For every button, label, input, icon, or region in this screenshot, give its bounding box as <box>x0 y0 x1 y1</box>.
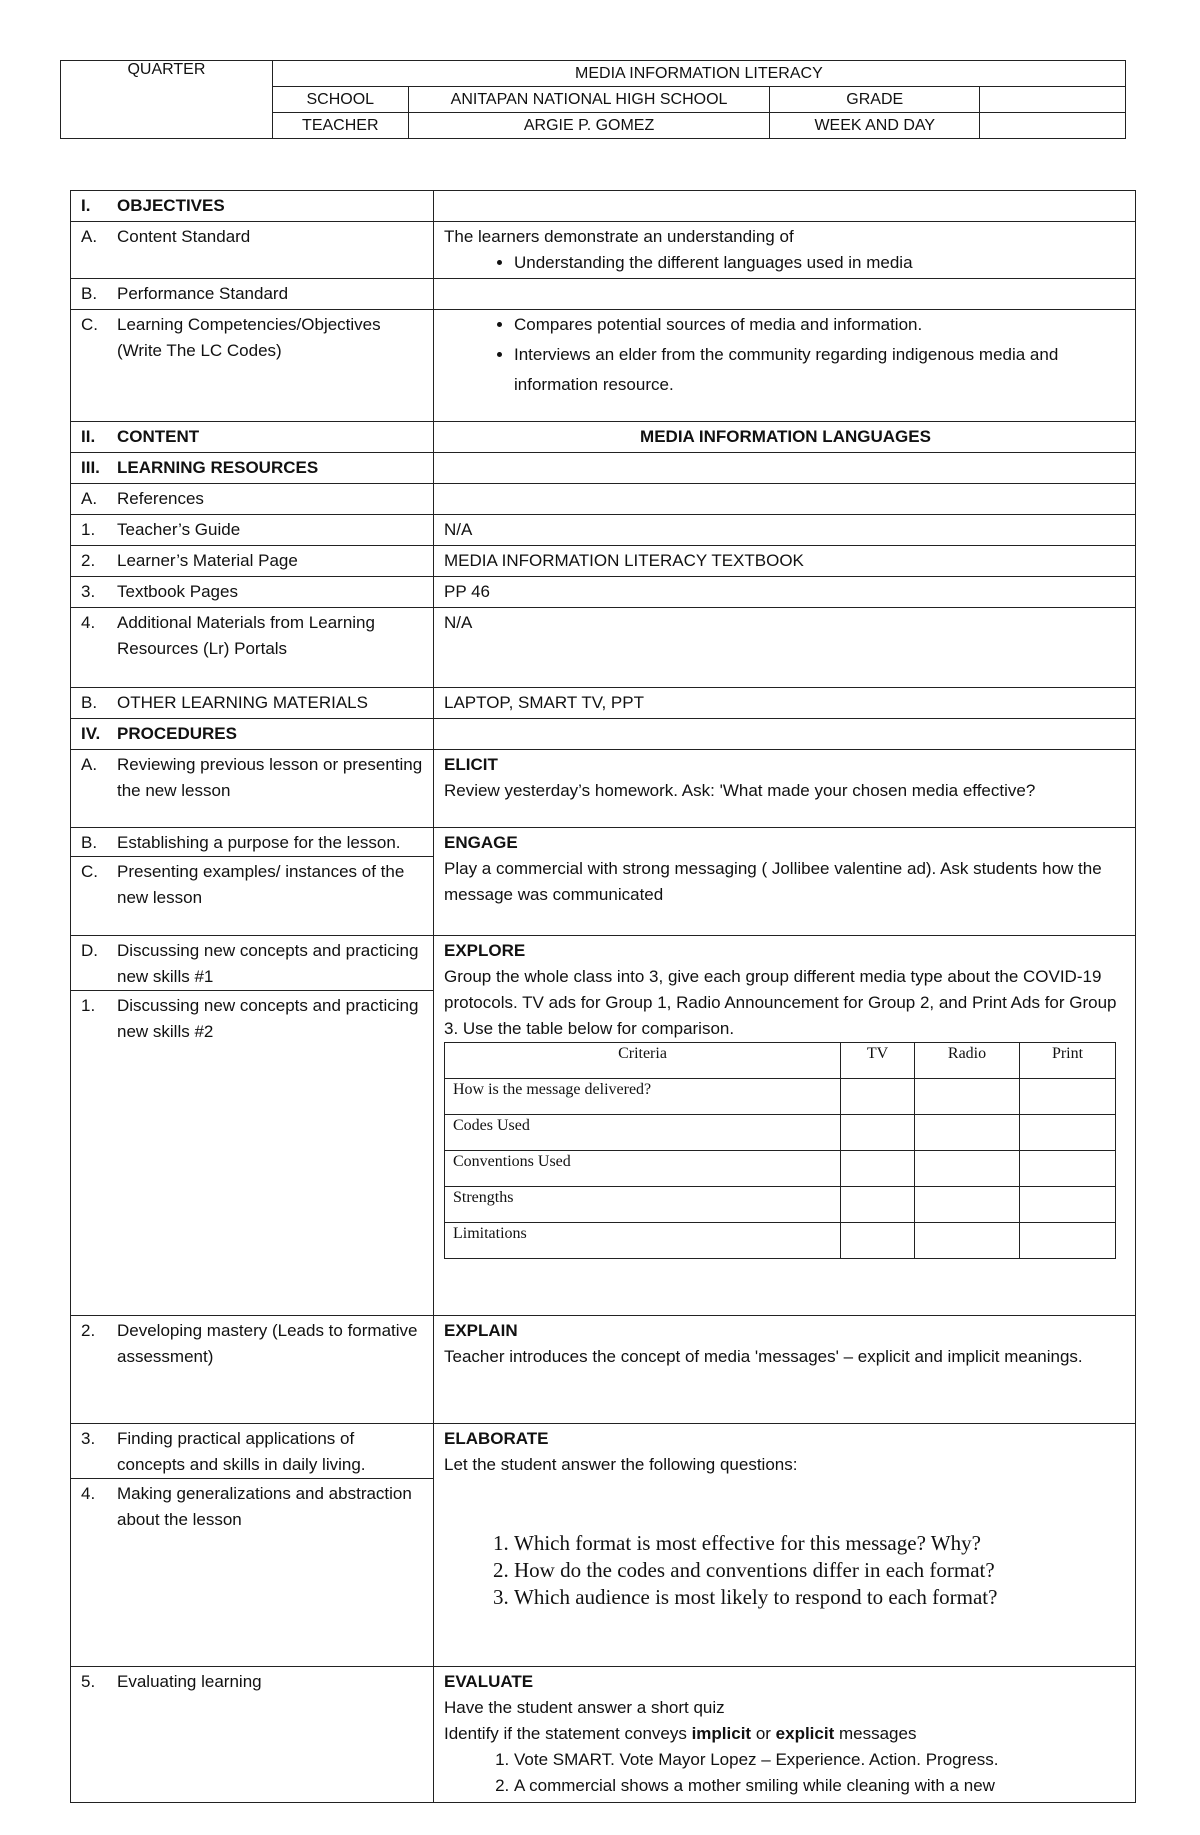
engage-text: Play a commercial with strong messaging ( Jollibee valentine ad). Ask students how the message was communicated <box>444 859 1102 904</box>
empty-cell <box>915 1223 1020 1259</box>
other-materials-row <box>71 688 1136 719</box>
row-label: Finding practical applications of concepts and skills in daily living. <box>117 1429 366 1474</box>
comparison-row <box>445 1187 1116 1223</box>
row-key: 1. <box>81 520 96 539</box>
row-key: C. <box>81 315 98 334</box>
row-label: Discussing new concepts and practicing new skills #2 <box>117 996 419 1041</box>
other-materials-value: LAPTOP, SMART TV, PPT <box>434 688 1136 719</box>
teacher-value: ARGIE P. GOMEZ <box>408 113 770 139</box>
criteria-cell: Codes Used <box>445 1115 841 1151</box>
empty-cell <box>841 1223 915 1259</box>
evaluate-line2-text: Identify if the statement conveys <box>444 1724 692 1743</box>
procedures-row <box>71 719 1136 750</box>
explain-text: Teacher introduces the concept of media 'messages' – explicit and implicit meanings. <box>444 1347 1083 1366</box>
content-standard-row <box>71 222 1136 279</box>
content-standard-bullet: • Understanding the different languages used in media <box>514 250 1127 276</box>
empty-cell <box>841 1079 915 1115</box>
section-num: III. <box>81 458 100 477</box>
row-label: References <box>117 489 204 508</box>
section-num: II. <box>81 427 96 446</box>
school-label: SCHOOL <box>272 87 408 113</box>
row-label: Learning Competencies/Objectives (Write The LC Codes) <box>117 315 381 360</box>
section-title: PROCEDURES <box>117 724 237 743</box>
comparison-header: TV <box>841 1043 915 1079</box>
elicit-text: Review yesterday’s homework. Ask: 'What made your chosen media effective? <box>444 781 1036 800</box>
row-key: D. <box>81 941 98 960</box>
criteria-cell: How is the message delivered? <box>445 1079 841 1115</box>
elicit-heading: ELICIT <box>444 755 498 774</box>
row-key: 1. <box>81 996 96 1015</box>
comparison-row <box>445 1115 1116 1151</box>
question-item: 3. Which audience is most likely to respond to each format? <box>514 1584 1127 1611</box>
row-key: 3. <box>81 582 96 601</box>
row-key: B. <box>81 833 98 852</box>
row-label: Evaluating learning <box>117 1672 262 1691</box>
comparison-row <box>445 1223 1116 1259</box>
criteria-cell: Strengths <box>445 1187 841 1223</box>
section-title: OBJECTIVES <box>117 196 225 215</box>
section-title: LEARNING RESOURCES <box>117 458 319 477</box>
explain-row <box>71 1316 1136 1424</box>
row-label: Developing mastery (Leads to formative assessment) <box>117 1321 418 1366</box>
resource-item-row <box>71 608 1136 688</box>
section-title: CONTENT <box>117 427 200 446</box>
explore-row <box>71 936 1136 1316</box>
week-label: WEEK AND DAY <box>770 113 980 139</box>
or-word: or <box>751 1724 776 1743</box>
comparison-row <box>445 1079 1116 1115</box>
evaluate-row <box>71 1667 1136 1803</box>
evaluate-heading: EVALUATE <box>444 1672 534 1691</box>
empty-cell <box>915 1151 1020 1187</box>
resource-value: N/A <box>434 515 1136 546</box>
elaborate-text: Let the student answer the following questions: <box>444 1455 798 1474</box>
empty-cell <box>1020 1187 1116 1223</box>
resource-item-row <box>71 515 1136 546</box>
engage-row <box>71 828 1136 936</box>
criteria-cell: Conventions Used <box>445 1151 841 1187</box>
resource-value: MEDIA INFORMATION LITERACY TEXTBOOK <box>434 546 1136 577</box>
competencies-row <box>71 310 1136 422</box>
row-key: B. <box>81 693 98 712</box>
row-key: 5. <box>81 1672 96 1691</box>
row-key: 4. <box>81 1484 96 1503</box>
performance-standard-row <box>71 279 1136 310</box>
row-label: Discussing new concepts and practicing new skills #1 <box>117 941 419 986</box>
explain-heading: EXPLAIN <box>444 1321 518 1340</box>
empty-cell <box>841 1115 915 1151</box>
comparison-header: Print <box>1020 1043 1116 1079</box>
row-label: Teacher’s Guide <box>117 520 241 539</box>
row-key: 2. <box>81 1321 96 1340</box>
resource-value: N/A <box>434 608 1136 688</box>
evaluate-line2 <box>444 1721 1127 1747</box>
row-key: C. <box>81 862 98 881</box>
elaborate-heading: ELABORATE <box>444 1429 549 1448</box>
section-num: I. <box>81 196 91 215</box>
competency-bullet: • Compares potential sources of media and information. <box>514 310 1127 340</box>
explore-heading: EXPLORE <box>444 941 526 960</box>
quiz-item: 2. A commercial shows a mother smiling while cleaning with a new <box>514 1773 1127 1799</box>
implicit-word: implicit <box>691 1724 752 1743</box>
content-standard-text: The learners demonstrate an understanding of <box>444 227 794 246</box>
empty-cell <box>1020 1115 1116 1151</box>
week-value <box>980 113 1126 139</box>
row-label: Additional Materials from Learning Resources (Lr) Portals <box>117 613 375 658</box>
quarter-label: QUARTER <box>61 61 273 139</box>
content-value: MEDIA INFORMATION LANGUAGES <box>434 422 1136 453</box>
grade-label: GRADE <box>770 87 980 113</box>
row-key: A. <box>81 489 98 508</box>
empty-cell <box>915 1187 1020 1223</box>
empty-cell <box>915 1079 1020 1115</box>
question-item: 1. Which format is most effective for this message? Why? <box>514 1530 1127 1557</box>
row-key: 3. <box>81 1429 96 1448</box>
elicit-row <box>71 750 1136 828</box>
explore-text: Group the whole class into 3, give each group different media type about the COVID-19 protocols. TV ads for Group 1, Radio Announcement for Group 2, and Print Ads for Group 3. Use the table below for comparison. <box>444 967 1117 1038</box>
references-row <box>71 484 1136 515</box>
comparison-header: Radio <box>915 1043 1020 1079</box>
comparison-table <box>444 1042 1116 1259</box>
row-label: Making generalizations and abstraction about the lesson <box>117 1484 412 1529</box>
comparison-header: Criteria <box>445 1043 841 1079</box>
empty-cell <box>1020 1151 1116 1187</box>
school-value: ANITAPAN NATIONAL HIGH SCHOOL <box>408 87 770 113</box>
empty-cell <box>1020 1223 1116 1259</box>
quiz-item: 1. Vote SMART. Vote Mayor Lopez – Experience. Action. Progress. <box>514 1747 1127 1773</box>
evaluate-line2-end: messages <box>834 1724 917 1743</box>
elaborate-questions <box>444 1530 1127 1611</box>
row-key: 4. <box>81 613 96 632</box>
row-key: A. <box>81 227 98 246</box>
subject-title: MEDIA INFORMATION LITERACY <box>272 61 1125 87</box>
comparison-header-row <box>445 1043 1116 1079</box>
row-key: B. <box>81 284 98 303</box>
row-label: Learner’s Material Page <box>117 551 298 570</box>
resources-row <box>71 453 1136 484</box>
explicit-word: explicit <box>775 1724 835 1743</box>
engage-heading: ENGAGE <box>444 833 518 852</box>
content-row <box>71 422 1136 453</box>
evaluate-line1: Have the student answer a short quiz <box>444 1698 725 1717</box>
row-label: Reviewing previous lesson or presenting the new lesson <box>117 755 423 800</box>
row-label: Performance Standard <box>117 284 289 303</box>
criteria-cell: Limitations <box>445 1223 841 1259</box>
resource-item-row <box>71 577 1136 608</box>
header-table <box>60 60 1126 139</box>
elaborate-row <box>71 1424 1136 1667</box>
resource-value: PP 46 <box>434 577 1136 608</box>
competency-bullet: • Interviews an elder from the community regarding indigenous media and information resource. <box>514 340 1127 400</box>
row-label: Content Standard <box>117 227 251 246</box>
question-item: 2. How do the codes and conventions differ in each format? <box>514 1557 1127 1584</box>
section-num: IV. <box>81 724 101 743</box>
teacher-label: TEACHER <box>272 113 408 139</box>
row-key: A. <box>81 755 98 774</box>
empty-cell <box>841 1187 915 1223</box>
empty-cell <box>841 1151 915 1187</box>
row-label: OTHER LEARNING MATERIALS <box>117 693 368 712</box>
row-label: Establishing a purpose for the lesson. <box>117 833 401 852</box>
grade-value <box>980 87 1126 113</box>
empty-cell <box>1020 1079 1116 1115</box>
empty-cell <box>915 1115 1020 1151</box>
comparison-row <box>445 1151 1116 1187</box>
row-key: 2. <box>81 551 96 570</box>
resource-item-row <box>71 546 1136 577</box>
row-label: Textbook Pages <box>117 582 238 601</box>
row-label: Presenting examples/ instances of the new lesson <box>117 862 405 907</box>
objectives-row <box>71 191 1136 222</box>
lesson-plan-table <box>70 190 1136 1803</box>
